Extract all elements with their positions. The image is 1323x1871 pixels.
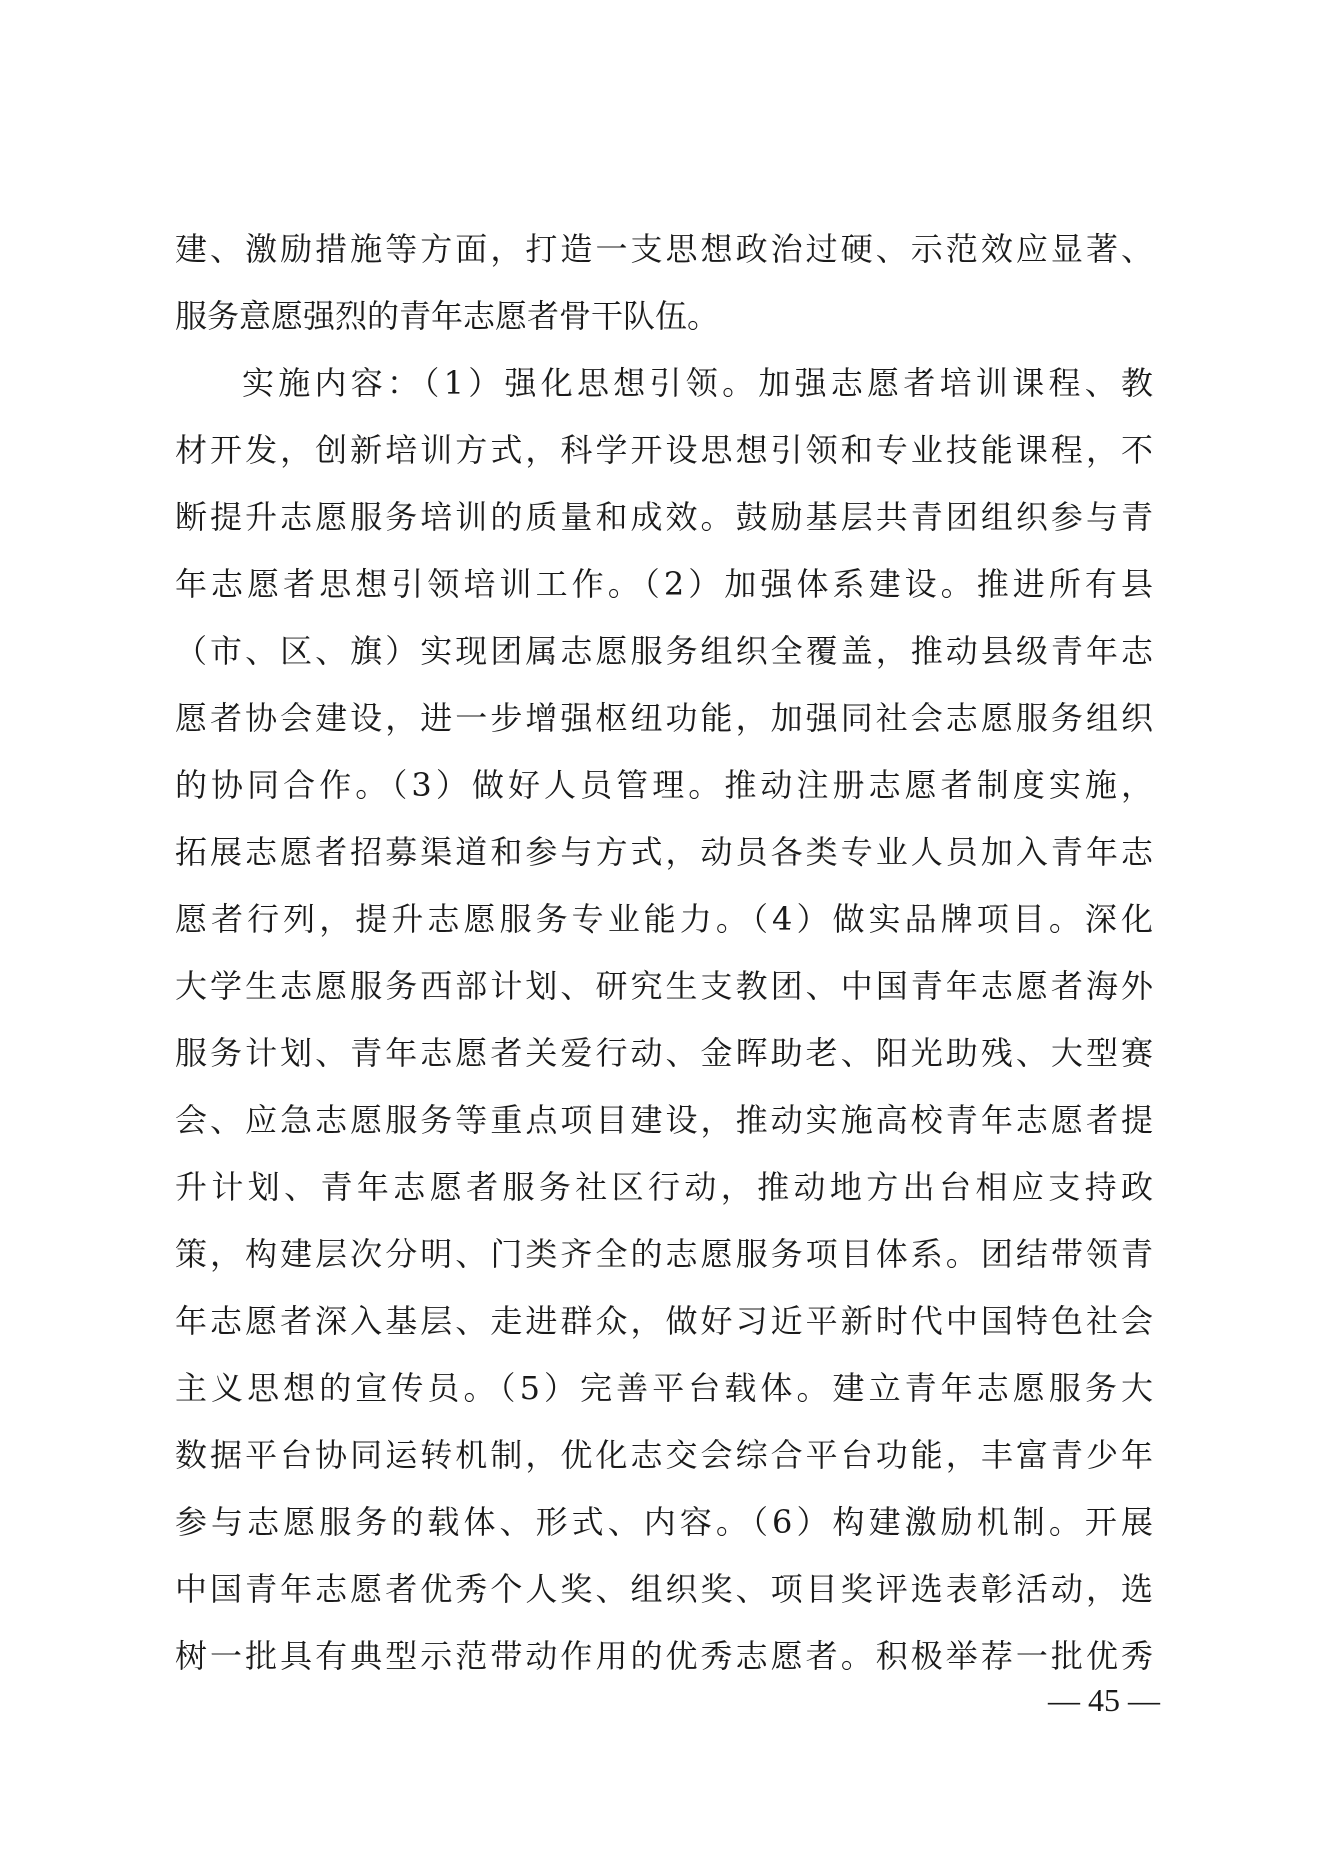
paragraph-line: 会、应急志愿服务等重点项目建设，推动实施高校青年志愿者提 (175, 1101, 1153, 1139)
paragraph-line: 服务意愿强烈的青年志愿者骨干队伍。 (175, 297, 720, 335)
paragraph-line: 年志愿者思想引领培训工作。（2）加强体系建设。推进所有县 (175, 565, 1153, 603)
paragraph-line: 中国青年志愿者优秀个人奖、组织奖、项目奖评选表彰活动，选 (175, 1570, 1153, 1608)
paragraph-line: 拓展志愿者招募渠道和参与方式，动员各类专业人员加入青年志 (175, 833, 1153, 871)
paragraph-line: 建、激励措施等方面，打造一支思想政治过硬、示范效应显著、 (175, 230, 1153, 268)
paragraph-line: 年志愿者深入基层、走进群众，做好习近平新时代中国特色社会 (175, 1302, 1153, 1340)
paragraph-line: 的协同合作。（3）做好人员管理。推动注册志愿者制度实施， (175, 766, 1153, 804)
paragraph-line: 数据平台协同运转机制，优化志交会综合平台功能，丰富青少年 (175, 1436, 1153, 1474)
paragraph-line: 大学生志愿服务西部计划、研究生支教团、中国青年志愿者海外 (175, 967, 1153, 1005)
paragraph-line: 树一批具有典型示范带动作用的优秀志愿者。积极举荐一批优秀 (175, 1637, 1153, 1675)
paragraph-line: （市、区、旗）实现团属志愿服务组织全覆盖，推动县级青年志 (175, 632, 1153, 670)
page-number: — 45 — (1048, 1682, 1160, 1718)
paragraph-line: 断提升志愿服务培训的质量和成效。鼓励基层共青团组织参与青 (175, 498, 1153, 536)
paragraph-line: 服务计划、青年志愿者关爱行动、金晖助老、阳光助残、大型赛 (175, 1034, 1153, 1072)
paragraph-line: 愿者行列，提升志愿服务专业能力。（4）做实品牌项目。深化 (175, 900, 1153, 938)
paragraph-line: 材开发，创新培训方式，科学开设思想引领和专业技能课程，不 (175, 431, 1153, 469)
paragraph-line: 参与志愿服务的载体、形式、内容。（6）构建激励机制。开展 (175, 1503, 1153, 1541)
paragraph-line: 主义思想的宣传员。（5）完善平台载体。建立青年志愿服务大 (175, 1369, 1153, 1407)
paragraph-line: 策，构建层次分明、门类齐全的志愿服务项目体系。团结带领青 (175, 1235, 1153, 1273)
paragraph-line: 升计划、青年志愿者服务社区行动，推动地方出台相应支持政 (175, 1168, 1153, 1206)
paragraph-line: 愿者协会建设，进一步增强枢纽功能，加强同社会志愿服务组织 (175, 699, 1153, 737)
paragraph-line: 实施内容：（1）强化思想引领。加强志愿者培训课程、教 (242, 364, 1153, 402)
